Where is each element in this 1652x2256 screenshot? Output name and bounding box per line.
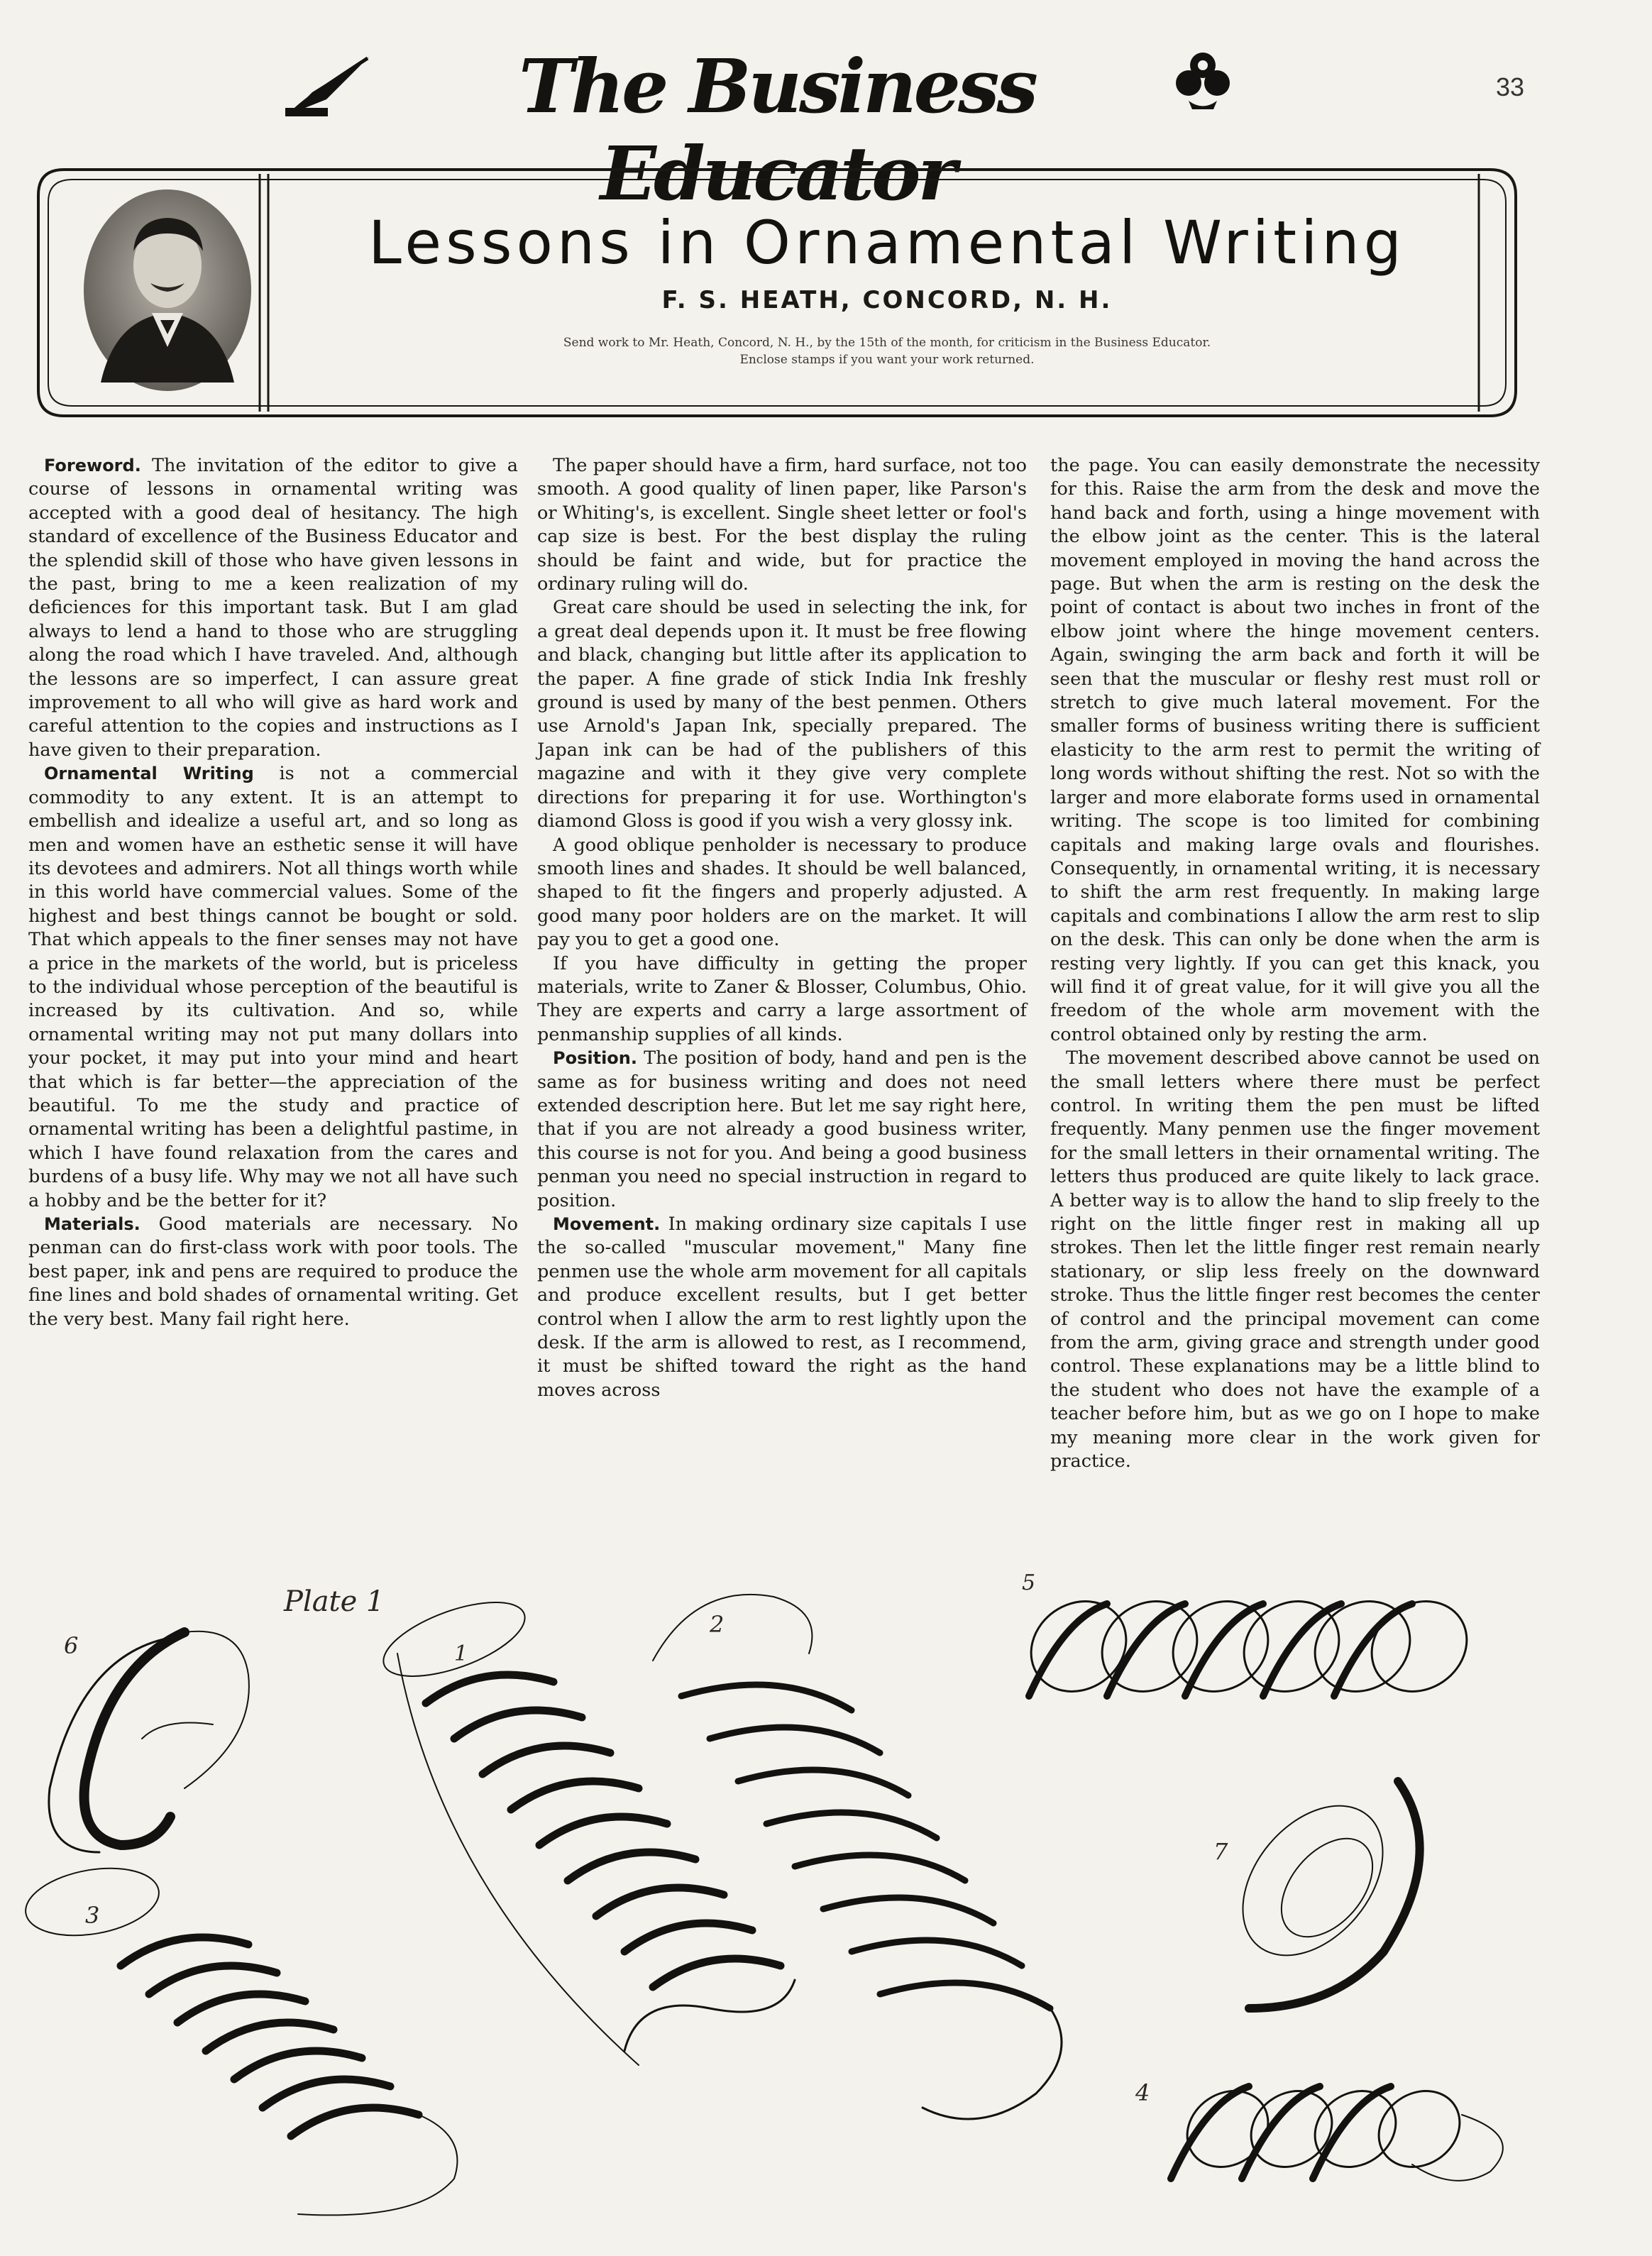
exercise-label-3: 3 (85, 1902, 100, 1929)
exercise-label-2: 2 (710, 1611, 725, 1638)
exercise-6-capital (49, 1632, 249, 1852)
plate-title: Plate 1 (284, 1585, 385, 1618)
ornamental-body: is not a commercial commodity to any extent. It is an attempt to embellish and idealize a useful art, and so long as men and women have an esthetic sense it will have its devotees and admirers. Not all things worth while in this world have commercial values. Some of the highest and best things cannot be bought or sold. That which appeals to the finer senses may not have a price in the markets of the world, but is priceless to the individual whose perception of the beautiful is increased by its cultivation. And so, while ornamental writing may not put many dollars into your pocket, it may put into your mind and heart that which is far better—the appreciation of the beautiful. To me the study and practice of ornamental writing has been a delightful pastime, in which I have found relaxation from the cares and burdens of a busy life. Why may we not all have such a hobby and be the better for it? (28, 763, 518, 1211)
lead-materials: Materials. (44, 1214, 141, 1234)
author-portrait (72, 184, 263, 397)
position-body: The position of body, hand and pen is the same as for business writing and does not need extended description here. But let me say right here, that if you are not already a good business writer, this course is not for you. And being a good business penman you need no special instruction in regard to position. (537, 1047, 1028, 1211)
text-column-3 (1050, 454, 1540, 1473)
exercise-7-reverse-oval (1215, 1779, 1420, 2008)
quill-pen-icon (284, 43, 376, 121)
submission-notice (270, 334, 1504, 368)
paragraph-paper: The paper should have a firm, hard surface, not too smooth. A good quality of linen paper, like Parson's or Whiting's, is excellent. Single sheet letter or fool's cap size is best. For the best display the ruling should be faint and wide, but for practice the ordinary ruling will do. (537, 455, 1027, 595)
text-column-1 (28, 454, 518, 1331)
plate-1-illustration (0, 1554, 1652, 2250)
paragraph-ink: Great care should be used in selecting the ink, for a great deal depends upon it. It must be free flowing and black, changing but little after its application to the paper. A fine grade of stick India Ink freshly ground is used by many of the best penmen. Others use Arnold's Japan Ink, specially prepared. The Japan ink can be had of the publishers of this magazine and with it they give very complete directions for preparing it for use. Worthington's diamond Gloss is good if you wish a very glossy ink. (537, 597, 1027, 832)
article-title: Lessons in Ornamental Writing (368, 208, 1406, 277)
notice-line-2: Enclose stamps if you want your work returned. (739, 353, 1035, 367)
paragraph-foreword (28, 454, 518, 762)
lead-movement: Movement. (553, 1214, 661, 1234)
paragraph-penholder: A good oblique penholder is necessary to produce smooth lines and shades. It should be well balanced, shaped to fit the fingers and properly adjusted. A good many poor holders are on the market. It will pay you to get a good one. (537, 834, 1027, 951)
masthead-title: The Business Educator (519, 43, 1035, 217)
exercise-5-compound-ovals (1013, 1583, 1485, 1710)
exercise-2-oval-chain (653, 1595, 1062, 2119)
paragraph-small-letters: The movement described above cannot be used on the small letters where there must be perfect control. In writing them the pen must be lifted frequently. Many penmen use the finger movement for the small letters in their ornamental writing. The letters thus produced are quite likely to lack grace. A better way is to allow the hand to slip freely to the right on the little finger rest in making all up strokes. Then let the little finger rest remain nearly stationary, or slip less freely on the downward stroke. Thus the little finger rest becomes the center of control and the principal movement can come from the arm, giving grace and strength under good control. These explanations may be a little blind to the student who does not have the example of a teacher before him, but as we go on I hope to make my meaning more clear in the work given for practice. (1050, 1047, 1540, 1473)
exercise-label-4: 4 (1135, 2079, 1150, 2106)
lead-ornamental-writing: Ornamental Writing (44, 764, 254, 784)
lead-position: Position. (553, 1048, 637, 1069)
text-column-2 (537, 454, 1027, 1402)
paragraph-supplies: If you have difficulty in getting the proper materials, write to Zaner & Blosser, Columbus, Ohio. They are experts and carry a large assortment of penmanship supplies of all kinds. (537, 952, 1027, 1045)
paragraph-continuation: the page. You can easily demonstrate the necessity for this. Raise the arm from the desk and move the hand back and forth, using a hinge movement with the elbow joint as the center. This is the lateral movement employed in moving the hand across the page. But when the arm is resting on the desk the point of contact is about two inches in front of the elbow joint where the hinge movement centers. Again, swinging the arm back and forth it will be seen that the muscular or fleshy rest must roll or stretch to give much lateral movement. For the smaller forms of business writing there is sufficient elasticity to the arm rest to permit the writing of long words without shifting the rest. Not so with the larger and more elaborate forms used in ornamental writing. The scope is too limited for combining capitals and making large ovals and flourishes. Consequently, in ornamental writing, it is necessary to shift the arm rest frequently. In making large capitals and combinations I allow the arm rest to slip on the desk. This can only be done when the arm is resting very lightly. If you can get this knack, you will find it of great value, for it will give you all the freedom of the whole arm movement with the control obtained only by resting the arm. (1050, 455, 1540, 1045)
exercise-label-5: 5 (1022, 1570, 1036, 1595)
paragraph-materials (28, 1213, 518, 1331)
paragraph-ornamental-writing (28, 762, 518, 1213)
masthead (0, 28, 1652, 217)
exercise-4-compound-ovals (1171, 2076, 1503, 2183)
lead-foreword: Foreword. (44, 456, 141, 475)
page-number: 33 (1495, 72, 1524, 101)
movement-body: In making ordinary size capitals I use the so-called "muscular movement," Many fine penmen use the whole arm movement for all capitals and produce excellent results, but I get better control when I allow the arm to rest lightly upon the desk. If the arm is allowed to rest, as I recommend, it must be shifted toward the right as the hand moves across (537, 1214, 1027, 1401)
paragraph-movement (537, 1213, 1027, 1402)
exercise-label-1: 1 (454, 1641, 468, 1666)
exercise-label-7: 7 (1213, 1838, 1228, 1865)
exercise-1-ovals (375, 1588, 795, 2065)
paragraph-position (537, 1047, 1027, 1213)
foreword-body: The invitation of the editor to give a course of lessons in ornamental writing was accepted with a good deal of hesitancy. The high standard of excellence of the Business Educator and the splendid skill of those who have given lessons in the past, bring to me a keen realization of my deficiences for this important task. But I am glad always to lend a hand to those who are struggling along the road which I have traveled. And, although the lessons are so imperfect, I can assure great improvement to all who will give as hard work and careful attention to the copies and instructions as I have given to their preparation. (28, 455, 518, 761)
notice-line-1: Send work to Mr. Heath, Concord, N. H., by the 15th of the month, for criticism in the Business Educator. (563, 336, 1211, 350)
materials-body: Good materials are necessary. No penman can do first-class work with poor tools. The best paper, ink and pens are required to produce the fine lines and bold shades of ornamental writing. Get the very best. Many fail right here. (28, 1214, 519, 1330)
article-header (35, 167, 1519, 419)
crest-emblem-icon (1171, 44, 1235, 115)
author-byline: F. S. HEATH, CONCORD, N. H. (661, 286, 1113, 314)
exercise-label-6: 6 (64, 1632, 79, 1659)
